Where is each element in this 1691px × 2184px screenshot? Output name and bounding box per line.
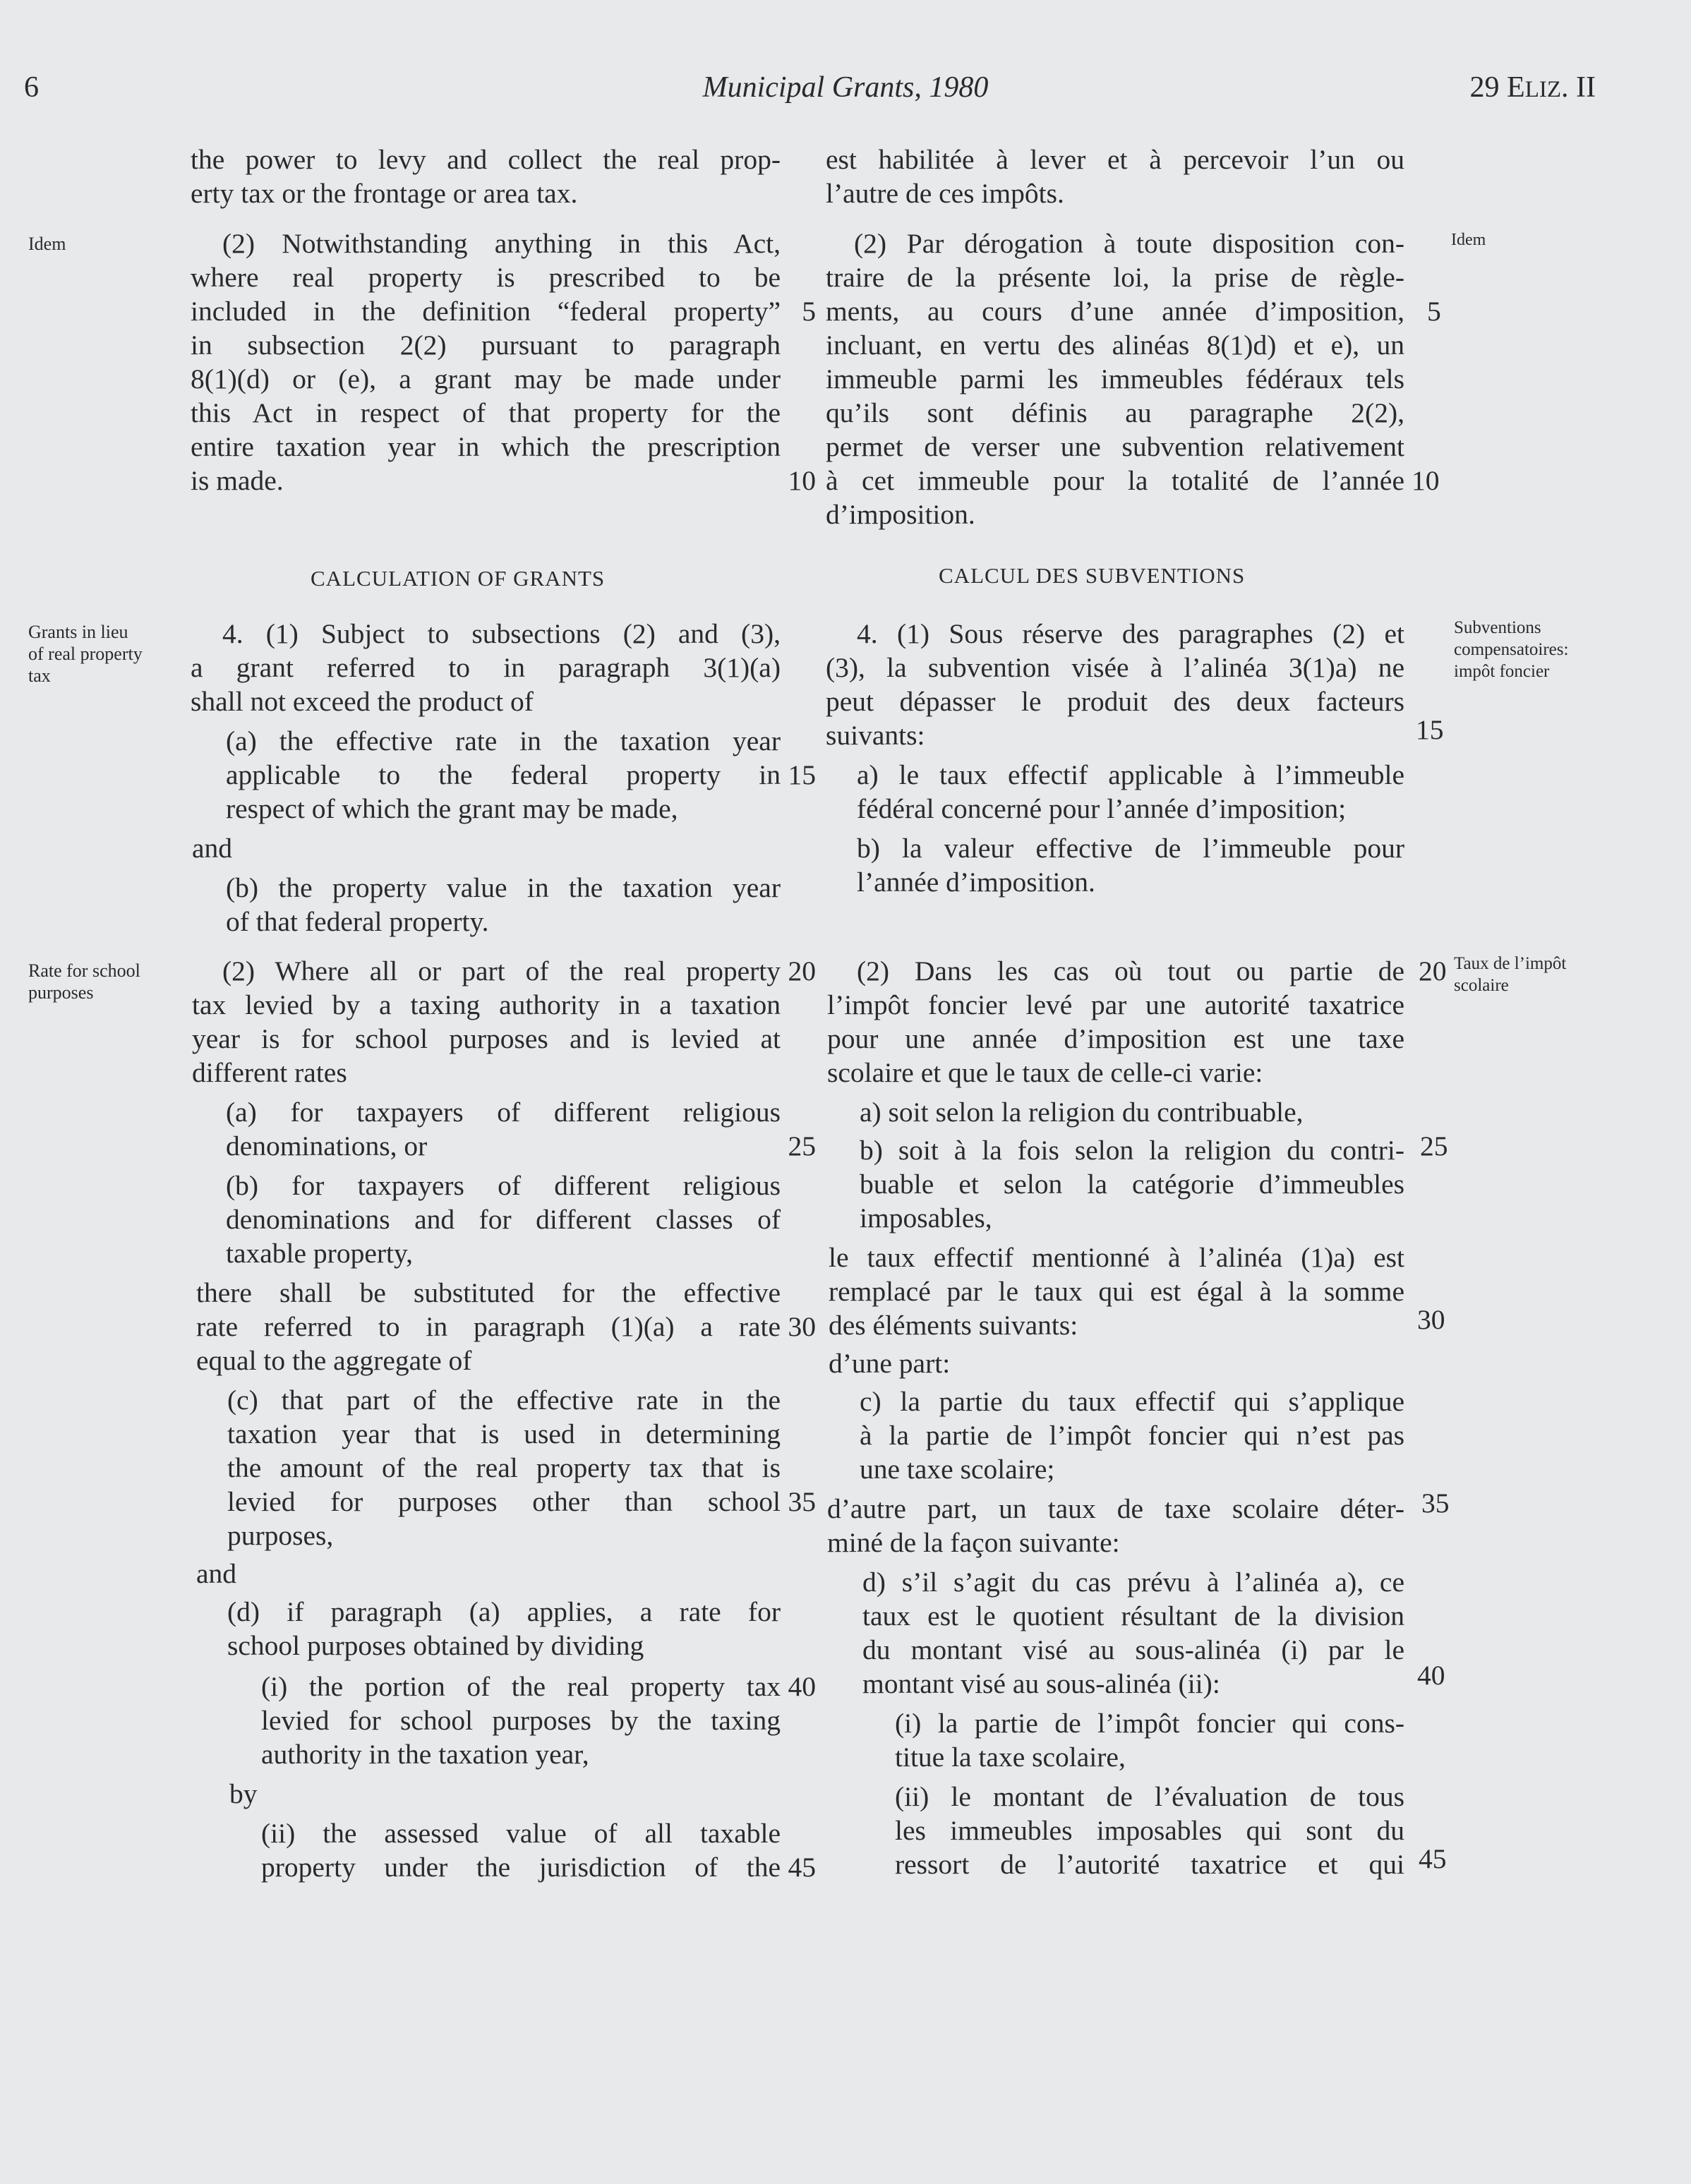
en-line: (a) the effective rate in the taxation year [226, 725, 781, 756]
margin-note-subventions: Subventions compensatoires: impôt foncier [1454, 618, 1569, 681]
fr-line: immeuble parmi les immeubles fédéraux tels [826, 363, 1404, 394]
en-line: property under the jurisdiction of the [261, 1852, 781, 1883]
regnal-year: 29 ELIZ. II [1469, 71, 1596, 104]
en-line: levied for purposes other than school [227, 1486, 781, 1517]
fr-line: remplacé par le taux qui est égal à la somme [829, 1276, 1404, 1307]
fr-line: à la partie de l’impôt foncier qui n’est pas [860, 1420, 1404, 1451]
fr-line: (ii) le montant de l’évaluation de tous [895, 1781, 1404, 1812]
en-line: (c) that part of the effective rate in the [227, 1384, 781, 1416]
fr-line: pour une année d’imposition est une taxe [827, 1023, 1404, 1054]
fr-line: (2) Dans les cas où tout ou partie de [857, 955, 1404, 987]
running-title: Municipal Grants, 1980 [702, 71, 989, 104]
fr-line: imposables, [860, 1202, 992, 1233]
fr-line: c) la partie du taux effectif qui s’applique [860, 1386, 1404, 1417]
fr-line: une taxe scolaire; [860, 1454, 1055, 1485]
fr-line: (2) Par dérogation à toute disposition con- [854, 228, 1404, 259]
en-line: (i) the portion of the real property tax [261, 1671, 781, 1702]
fr-line-number: 25 [1420, 1130, 1448, 1162]
fr-line-number: 35 [1421, 1488, 1450, 1519]
en-line: of that federal property. [226, 906, 489, 937]
fr-line: suivants: [826, 720, 925, 751]
en-line: the amount of the real property tax that is [227, 1452, 781, 1483]
fr-line: incluant, en vertu des alinéas 8(1)d) et e), un [826, 330, 1404, 361]
en-line: the power to levy and collect the real prop- [191, 144, 781, 175]
en-line: year is for school purposes and is levied at [192, 1023, 781, 1054]
fr-line: b) la valeur effective de l’immeuble pour [857, 833, 1404, 864]
en-line: by [229, 1778, 258, 1809]
fr-line: traire de la présente loi, la prise de règle- [826, 262, 1404, 293]
en-line: denominations and for different classes of [226, 1204, 781, 1235]
en-line: purposes, [227, 1520, 334, 1551]
french-heading: CALCUL DES SUBVENTIONS [939, 563, 1246, 588]
en-line: (2) Where all or part of the real property [222, 955, 781, 987]
en-line: taxation year that is used in determining [227, 1418, 781, 1449]
en-line: equal to the aggregate of [196, 1345, 472, 1376]
fr-line: le taux effectif mentionné à l’alinéa (1)a) est [829, 1242, 1404, 1273]
fr-line: l’autre de ces impôts. [826, 178, 1064, 209]
en-line: (d) if paragraph (a) applies, a rate for [227, 1596, 781, 1627]
en-line: in subsection 2(2) pursuant to paragraph [191, 330, 781, 361]
fr-line: fédéral concerné pour l’année d’imposition; [857, 793, 1347, 824]
margin-note-rate: Rate for school purposes [28, 960, 140, 1003]
en-line-number: 10 [788, 465, 816, 496]
fr-line: qu’ils sont définis au paragraphe 2(2), [826, 397, 1404, 428]
en-line: rate referred to in paragraph (1)(a) a rate [196, 1311, 781, 1342]
en-line: and [192, 833, 233, 864]
fr-line: 4. (1) Sous réserve des paragraphes (2) et [857, 618, 1404, 649]
en-line: (b) for taxpayers of different religious [226, 1170, 781, 1201]
en-line: (a) for taxpayers of different religious [226, 1097, 781, 1128]
en-line: respect of which the grant may be made, [226, 793, 678, 824]
en-line: tax levied by a taxing authority in a taxation [192, 989, 781, 1020]
fr-line: b) soit à la fois selon la religion du contri- [860, 1135, 1404, 1166]
page-number: 6 [24, 71, 39, 104]
en-line: 8(1)(d) or (e), a grant may be made under [191, 363, 781, 394]
fr-line: peut dépasser le produit des deux facteurs [826, 686, 1404, 717]
en-line: authority in the taxation year, [261, 1739, 589, 1770]
fr-line: l’année d’imposition. [857, 867, 1095, 898]
fr-line-number: 20 [1419, 955, 1447, 987]
en-line: and [196, 1558, 237, 1589]
en-line: entire taxation year in which the prescription [191, 431, 781, 462]
fr-line: d) s’il s’agit du cas prévu à l’alinéa a), ce [862, 1567, 1404, 1598]
en-line: applicable to the federal property in [226, 759, 781, 790]
margin-note-grants: Grants in lieu of real property tax [28, 622, 143, 686]
fr-line: d’autre part, un taux de taxe scolaire déter- [827, 1493, 1404, 1524]
margin-note-idem-fr: Idem [1451, 231, 1486, 249]
fr-line: des éléments suivants: [829, 1310, 1078, 1341]
fr-line: ressort de l’autorité taxatrice et qui [895, 1849, 1404, 1880]
fr-line: est habilitée à lever et à percevoir l’un ou [826, 144, 1404, 175]
en-line: school purposes obtained by dividing [227, 1630, 644, 1661]
fr-line: les immeubles imposables qui sont du [895, 1815, 1404, 1846]
en-line: (b) the property value in the taxation year [226, 872, 781, 903]
fr-line: buable et selon la catégorie d’immeubles [860, 1169, 1404, 1200]
fr-line-number: 10 [1412, 465, 1440, 496]
fr-line: scolaire et que le taux de celle-ci varie: [827, 1057, 1263, 1088]
fr-line: taux est le quotient résultant de la division [862, 1600, 1404, 1631]
fr-line-number: 45 [1419, 1843, 1447, 1874]
fr-line: montant visé au sous-alinéa (ii): [862, 1668, 1220, 1699]
en-line-number: 40 [788, 1671, 816, 1702]
en-line: this Act in respect of that property for the [191, 397, 781, 428]
en-line: (ii) the assessed value of all taxable [261, 1818, 781, 1849]
fr-line: permet de verser une subvention relativement [826, 431, 1404, 462]
fr-line-number: 15 [1416, 714, 1444, 745]
en-line: levied for school purposes by the taxing [261, 1705, 781, 1736]
fr-line-number: 30 [1417, 1304, 1445, 1335]
fr-line: a) le taux effectif applicable à l’immeuble [857, 759, 1404, 790]
en-line: where real property is prescribed to be [191, 262, 781, 293]
en-line-number: 5 [802, 296, 816, 327]
en-line-number: 25 [788, 1130, 816, 1162]
fr-line: d’une part: [829, 1348, 951, 1379]
fr-line: (3), la subvention visée à l’alinéa 3(1)a) ne [826, 652, 1404, 683]
fr-line-number: 5 [1427, 296, 1441, 327]
fr-line: a) soit selon la religion du contribuable, [860, 1097, 1304, 1128]
en-line: a grant referred to in paragraph 3(1)(a) [191, 652, 781, 683]
fr-line: miné de la façon suivante: [827, 1527, 1120, 1558]
en-line: denominations, or [226, 1130, 428, 1162]
en-line: 4. (1) Subject to subsections (2) and (3), [222, 618, 781, 649]
en-line-number: 30 [788, 1311, 816, 1342]
margin-note-taux: Taux de l’impôt scolaire [1454, 954, 1567, 995]
en-line: (2) Notwithstanding anything in this Act, [222, 228, 781, 259]
en-line-number: 20 [788, 955, 816, 987]
margin-note-idem: Idem [28, 234, 66, 254]
en-line: erty tax or the frontage or area tax. [191, 178, 578, 209]
en-line-number: 35 [788, 1486, 816, 1517]
fr-line: du montant visé au sous-alinéa (i) par le [862, 1634, 1404, 1665]
en-line: included in the definition “federal property” [191, 296, 781, 327]
en-line: there shall be substituted for the effective [196, 1277, 781, 1308]
fr-line: (i) la partie de l’impôt foncier qui cons- [895, 1708, 1404, 1739]
fr-line: à cet immeuble pour la totalité de l’année [826, 465, 1404, 496]
fr-line: l’impôt foncier levé par une autorité taxatrice [827, 989, 1404, 1020]
fr-line: d’imposition. [826, 499, 975, 530]
en-line: taxable property, [226, 1238, 414, 1269]
fr-line-number: 40 [1417, 1660, 1445, 1691]
en-line-number: 15 [788, 759, 816, 790]
fr-line: ments, au cours d’une année d’imposition, [826, 296, 1404, 327]
en-line: shall not exceed the product of [191, 686, 534, 717]
en-line: is made. [191, 465, 284, 496]
en-line: different rates [192, 1057, 347, 1088]
en-line-number: 45 [788, 1852, 816, 1883]
english-heading: CALCULATION OF GRANTS [311, 566, 606, 591]
fr-line: titue la taxe scolaire, [895, 1742, 1126, 1773]
